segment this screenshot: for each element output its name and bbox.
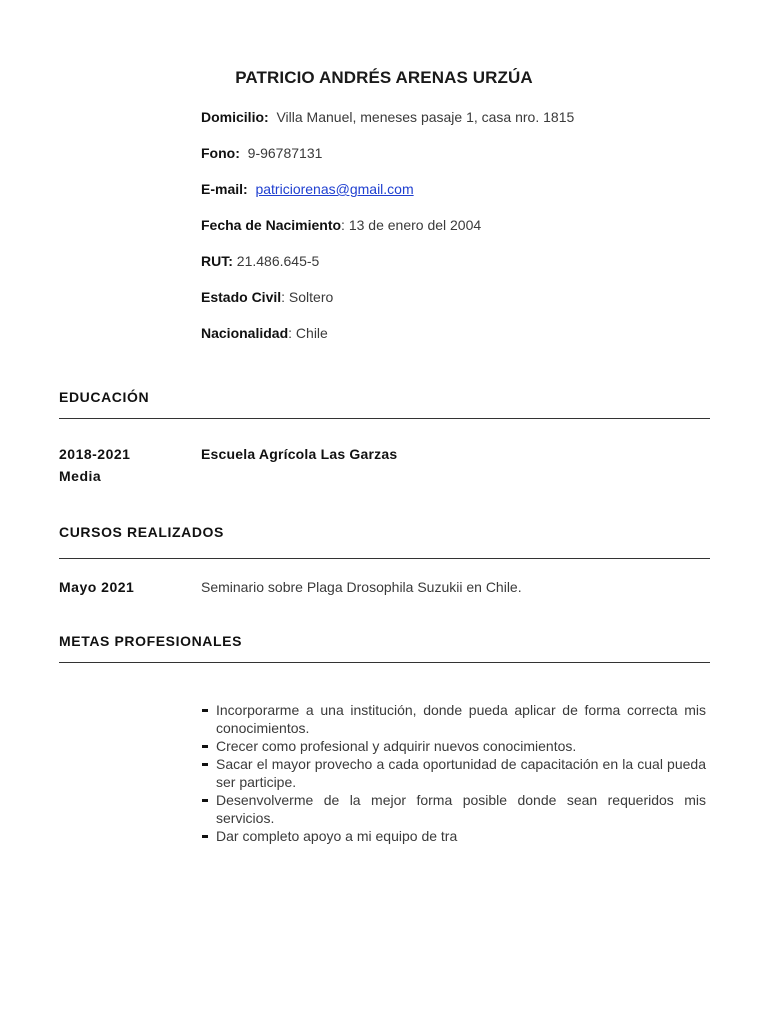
address-value: Villa Manuel, meneses pasaje 1, casa nro. 1815	[276, 109, 575, 125]
nationality-line	[201, 324, 328, 342]
birthdate-label: Fecha de Nacimiento	[201, 217, 342, 233]
email-line	[201, 180, 414, 198]
nationality-value: : Chile	[288, 325, 328, 341]
phone-value: 9-96787131	[247, 145, 323, 161]
civil-status-value: : Soltero	[281, 289, 334, 305]
goal-text: Incorporarme a una institución, donde pueda aplicar de forma correcta mis conocimientos.	[216, 702, 706, 736]
bullet-icon	[202, 799, 208, 802]
goal-text: Dar completo apoyo a mi equipo de tra	[216, 828, 458, 844]
list-item	[201, 791, 706, 827]
nationality-label: Nacionalidad	[201, 325, 289, 341]
phone-line	[201, 144, 322, 162]
list-item	[201, 737, 706, 755]
education-years: 2018-2021	[59, 446, 131, 462]
education-school: Escuela Agrícola Las Garzas	[201, 446, 398, 462]
education-heading: EDUCACIÓN	[59, 389, 150, 405]
bullet-icon	[202, 745, 208, 748]
list-item	[201, 755, 706, 791]
bullet-icon	[202, 835, 208, 838]
goal-text: Sacar el mayor provecho a cada oportunidad de capacitación en la cual pueda ser participe.	[216, 756, 706, 790]
courses-heading: CURSOS REALIZADOS	[59, 524, 224, 540]
birthdate-line	[201, 216, 481, 234]
address-line	[201, 108, 574, 126]
email-link[interactable]: patriciorenas@gmail.com	[255, 181, 414, 197]
bullet-icon	[202, 709, 208, 712]
address-label: Domicilio:	[201, 109, 269, 125]
goals-divider	[59, 662, 710, 663]
civil-status-label: Estado Civil	[201, 289, 282, 305]
resume-title: PATRICIO ANDRÉS ARENAS URZÚA	[235, 68, 533, 87]
bullet-icon	[202, 763, 208, 766]
birthdate-value: : 13 de enero del 2004	[341, 217, 482, 233]
education-level: Media	[59, 468, 102, 484]
civil-status-line	[201, 288, 333, 306]
rut-label: RUT:	[201, 253, 233, 269]
goals-heading: METAS PROFESIONALES	[59, 633, 243, 649]
goal-text: Desenvolverme de la mejor forma posible donde sean requeridos mis servicios.	[216, 792, 706, 826]
list-item	[201, 701, 706, 737]
list-item	[201, 827, 706, 845]
rut-value: 21.486.645-5	[236, 253, 320, 269]
course-date: Mayo 2021	[59, 579, 135, 595]
goal-text: Crecer como profesional y adquirir nuevos conocimientos.	[216, 738, 577, 754]
phone-label: Fono:	[201, 145, 240, 161]
rut-line	[201, 252, 319, 270]
education-divider	[59, 418, 710, 419]
course-description: Seminario sobre Plaga Drosophila Suzukii en Chile.	[201, 579, 522, 595]
courses-divider	[59, 558, 710, 559]
goals-list	[201, 701, 706, 845]
email-label: E-mail:	[201, 181, 248, 197]
